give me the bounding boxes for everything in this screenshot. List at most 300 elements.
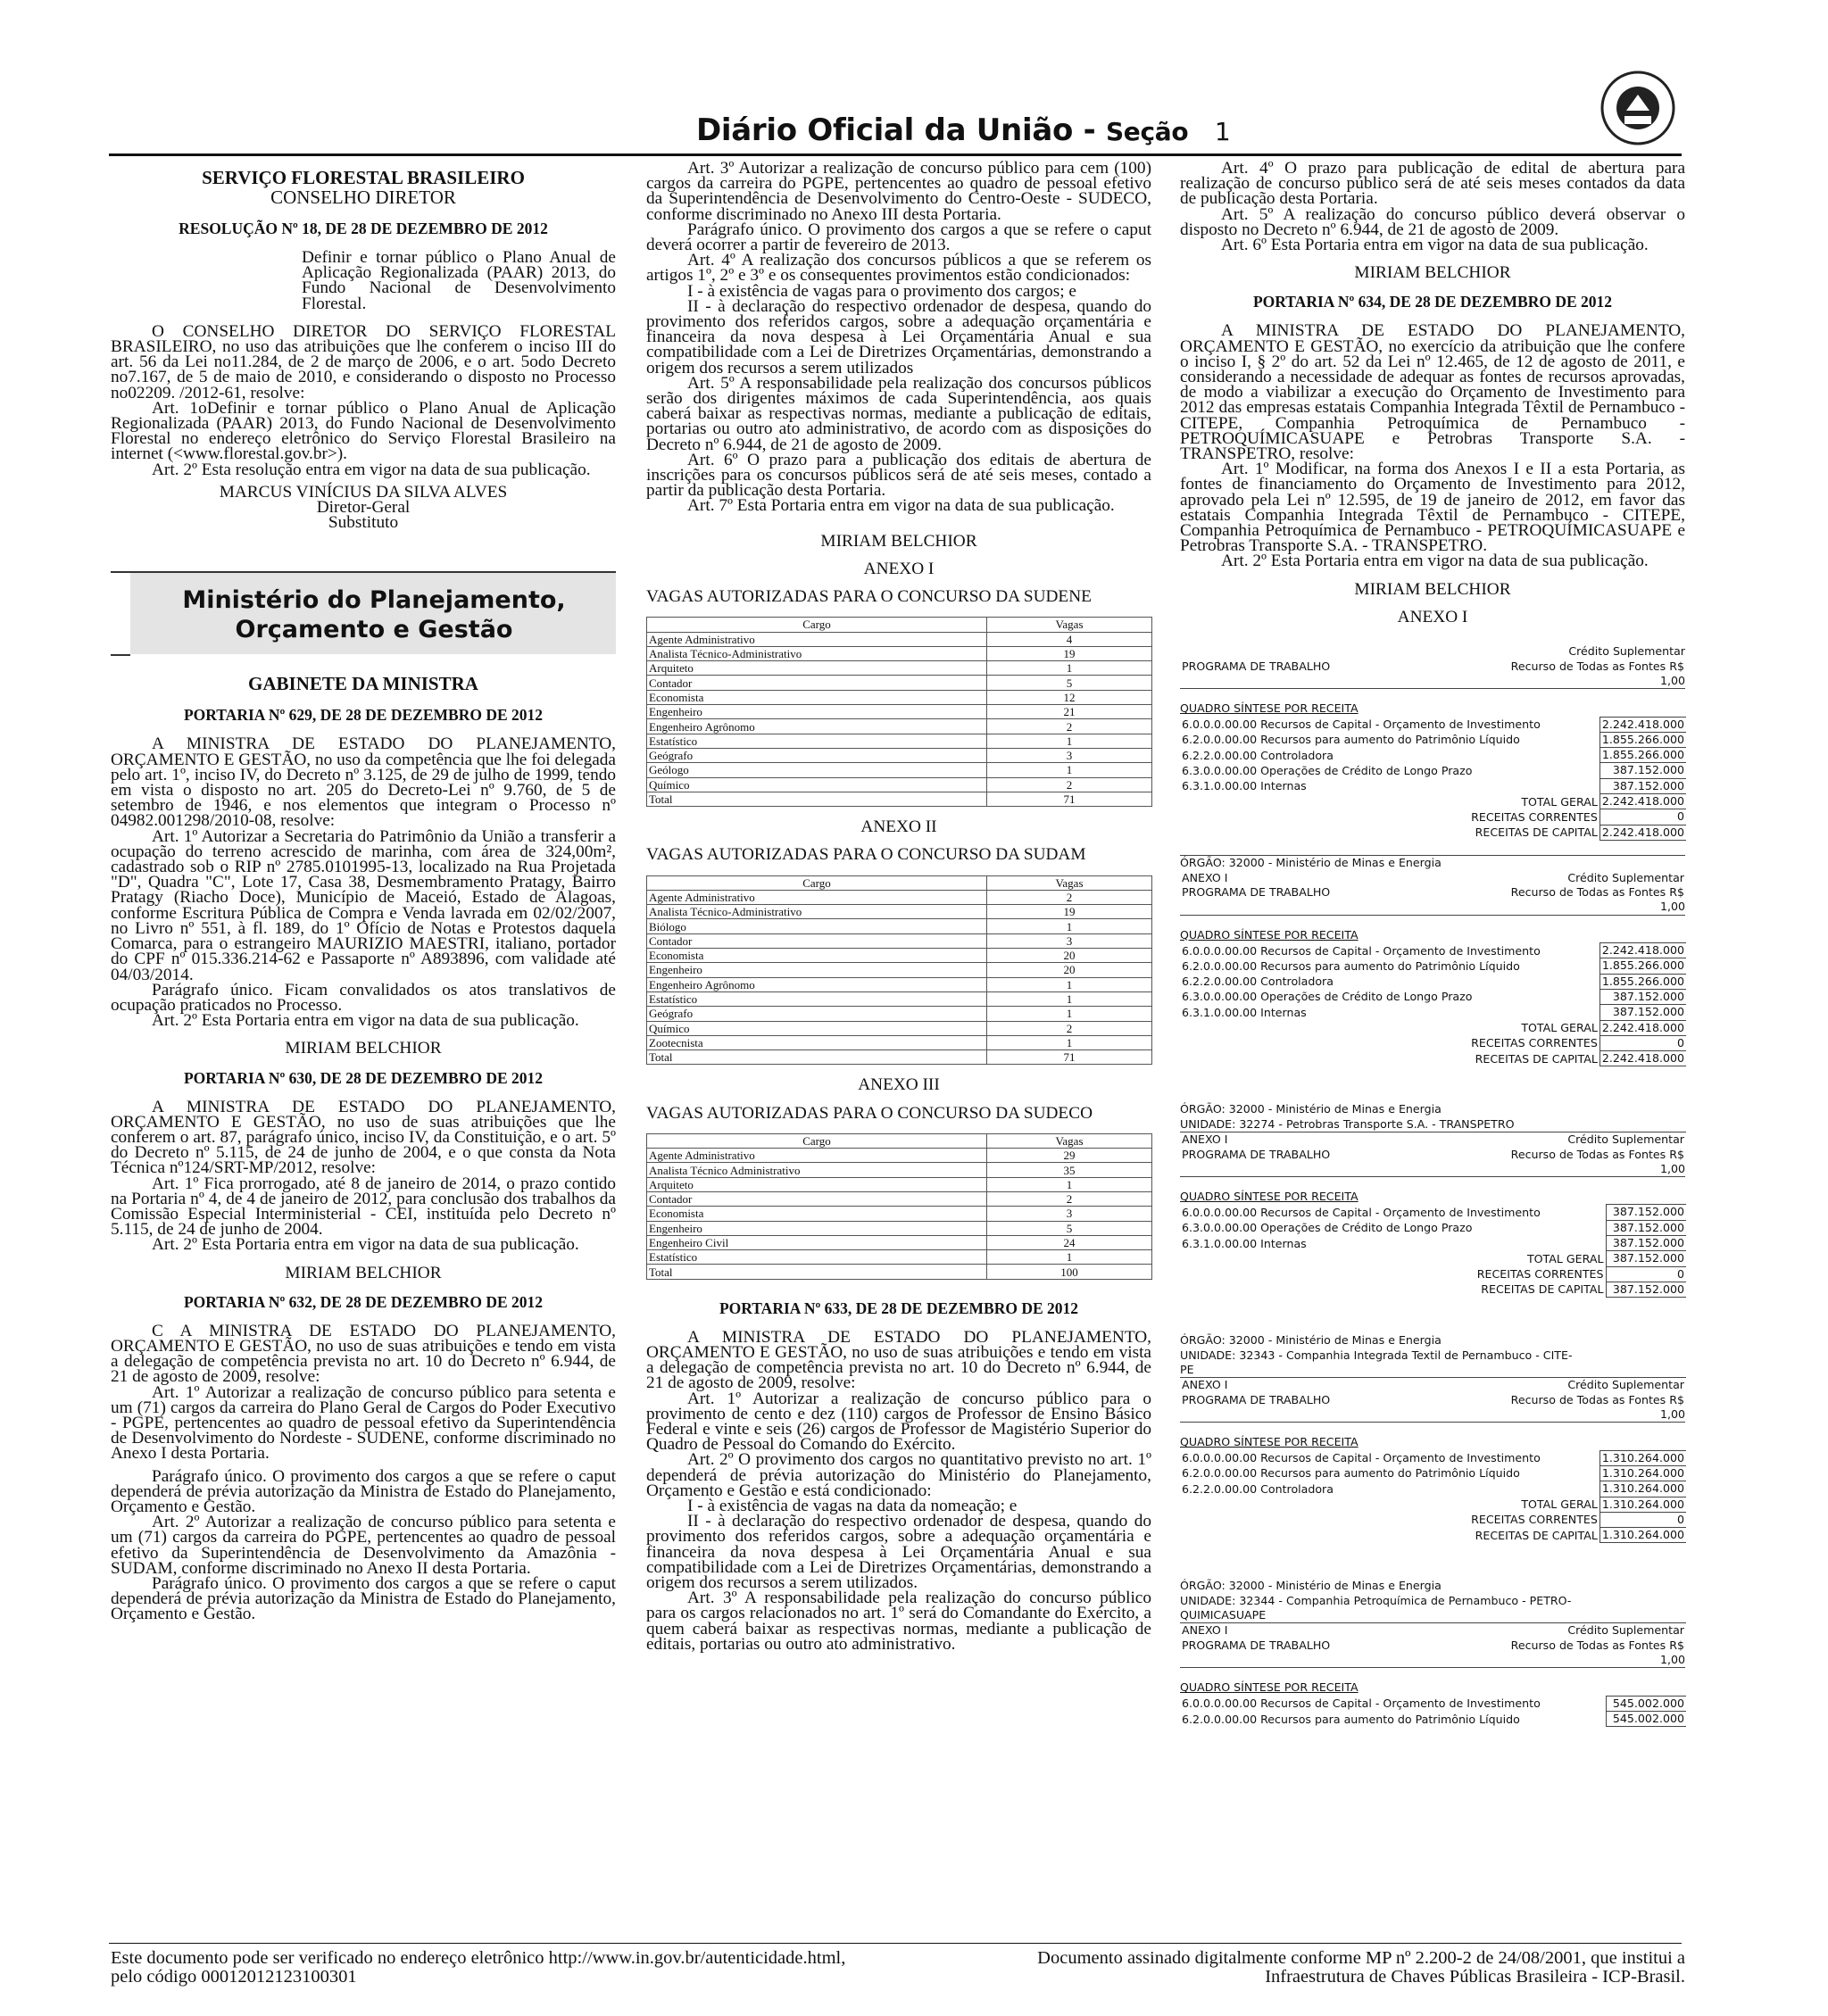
table-row (647, 1207, 1152, 1221)
table-row (647, 1050, 1152, 1065)
total-label: RECEITAS CORRENTES (1476, 1267, 1604, 1282)
total-value: 1.310.264.000 (1600, 1528, 1686, 1543)
vagas-cell: 71 (987, 1050, 1152, 1065)
total-row (1180, 809, 1686, 825)
receita-value: 2.242.418.000 (1600, 717, 1686, 732)
paragraph: Art. 3º Autorizar a realização de concurso público para cem (100) cargos da carreira do PGPE, pertencentes ao quadro de pessoal efetivo da Superintendência de Desenvolvimento do Centro-Oeste - SUDECO, conforme discriminado no Anexo III desta Portaria. (646, 159, 1151, 224)
total-value: 2.242.418.000 (1600, 825, 1686, 840)
anexo-title: VAGAS AUTORIZADAS PARA O CONCURSO DA SUDENE (646, 587, 1092, 607)
quadro-table (1180, 942, 1686, 1066)
vagas-cell: 1 (987, 991, 1152, 1006)
paragraph: Parágrafo único. Ficam convalidados os atos translativos de ocupação praticados no Processo. (111, 980, 616, 1015)
total-label: RECEITAS DE CAPITAL (1481, 1282, 1604, 1297)
vagas-cell: 35 (987, 1163, 1152, 1177)
table-row (647, 661, 1152, 676)
receita-label: 6.0.0.0.00.00 Recursos de Capital - Orçamento de Investimento (1182, 1451, 1541, 1465)
portaria-title: PORTARIA Nº 630, DE 28 DE DEZEMBRO DE 2012 (183, 1068, 544, 1087)
unidade-label: UNIDADE: 32343 - Companhia Integrada Textil de Pernambuco - CITE- (1180, 1348, 1573, 1362)
table-row (647, 777, 1152, 792)
vagas-cell: 1 (987, 919, 1152, 933)
total-label: RECEITAS CORRENTES (1471, 1513, 1598, 1527)
total-value: 387.152.000 (1606, 1251, 1686, 1266)
section-label: Seção (1105, 117, 1189, 146)
section-number: 1 (1214, 117, 1231, 146)
table-row (647, 905, 1152, 919)
table-row (1180, 1236, 1686, 1251)
vagas-cell: 1 (987, 661, 1152, 676)
portaria-title: PORTARIA Nº 634, DE 28 DE DEZEMBRO DE 2012 (1252, 293, 1613, 311)
footer-text: Documento assinado digitalmente conforme MP nº 2.200-2 de 24/08/2001, que institui a (1037, 1948, 1685, 1968)
table-row (647, 748, 1152, 762)
receita-value: 1.855.266.000 (1600, 732, 1686, 747)
page-header (696, 112, 1230, 148)
total-label: TOTAL GERAL (1521, 794, 1598, 809)
total-value: 2.242.418.000 (1600, 794, 1686, 809)
paragraph: Art. 4º A realização dos concursos públicos a que se referem os artigos 1º, 2º e 3º e os consequentes provimentos estão condicionados: (646, 251, 1151, 286)
table-header: Cargo (647, 1133, 987, 1148)
cargo-cell: Geógrafo (647, 748, 987, 762)
cargo-cell: Químico (647, 777, 987, 792)
unit-label: 1,00 (1180, 674, 1685, 689)
credito-label: Crédito Suplementar (1567, 1132, 1684, 1146)
vagas-cell: 3 (987, 933, 1152, 948)
total-row (1180, 1051, 1686, 1066)
total-row (1180, 1497, 1686, 1512)
table-header: Vagas (987, 618, 1152, 632)
total-row (1180, 825, 1686, 840)
vagas-cell: 20 (987, 949, 1152, 963)
vagas-cell: 5 (987, 1221, 1152, 1235)
total-row (1180, 1528, 1686, 1543)
cargo-cell: Agente Administrativo (647, 890, 987, 904)
table-row (1180, 1465, 1686, 1481)
total-value: 1.310.264.000 (1600, 1497, 1686, 1512)
table-header: Vagas (987, 1133, 1152, 1148)
paragraph: Parágrafo único. O provimento dos cargos a que se refere o caput dependerá de prévia autorização da Ministra de Estado do Planejamento, Orçamento e Gestão. (111, 1466, 616, 1516)
programa-label: PROGRAMA DE TRABALHO (1182, 885, 1331, 900)
vagas-cell: 2 (987, 1021, 1152, 1035)
quadro-table (1180, 1204, 1686, 1298)
cargo-cell: Químico (647, 1021, 987, 1035)
total-row (1180, 1266, 1686, 1282)
receita-label: 6.2.0.0.00.00 Recursos para aumento do Patrimônio Líquido (1182, 1712, 1520, 1726)
column-2 (646, 161, 1151, 1652)
total-label: RECEITAS DE CAPITAL (1475, 825, 1598, 840)
cargo-cell: Contador (647, 676, 987, 690)
table-row (1180, 1481, 1686, 1497)
paragraph: I - à existência de vagas na data da nomeação; e (687, 1497, 1018, 1516)
ministry-name: Orçamento e Gestão (235, 616, 513, 644)
credito-label: Crédito Suplementar (1567, 870, 1684, 884)
quadro-heading: QUADRO SÍNTESE POR RECEITA (1180, 1435, 1359, 1449)
receita-label: 6.2.2.0.00.00 Controladora (1182, 975, 1334, 989)
receita-value: 545.002.000 (1606, 1712, 1686, 1727)
cargo-cell: Engenheiro (647, 705, 987, 719)
total-row (1180, 1020, 1686, 1035)
vagas-cell: 1 (987, 1250, 1152, 1265)
unidade-label: QUIMICASUAPE (1180, 1608, 1267, 1622)
orgao-label: ÓRGÃO: 32000 - Ministério de Minas e Energia (1180, 1579, 1442, 1593)
vagas-cell: 4 (987, 632, 1152, 646)
table-row (1180, 1450, 1686, 1465)
table-row (647, 632, 1152, 646)
receita-value: 387.152.000 (1600, 778, 1686, 793)
ministry-name: Ministério do Planejamento, (182, 586, 566, 615)
paragraph: Art. 1º Modificar, na forma dos Anexos I e II a esta Portaria, as fontes de financiamento do Orçamento de Investimento para 2012, aprovado pela Lei nº 12.595, de 19 de janeiro de 2012, em favor das estatais Companhia Integrada Têxtil de Pernambuco - CITEPE, Companhia Petroquímica de Pernambuco - PETROQUÍMICASUAPE e Petrobras Transporte S.A. - TRANSPETRO. (1180, 460, 1685, 556)
resolution-ementa: Definir e tornar público o Plano Anual de Aplicação Regionalizada (PAAR) 2013, do Fundo Nacional de Desenvolvimento Florestal. (302, 248, 616, 313)
quadro-table (1180, 1696, 1686, 1728)
receita-label: 6.3.0.0.00.00 Operações de Crédito de Longo Prazo (1182, 763, 1473, 777)
cargo-cell: Zootecnista (647, 1035, 987, 1049)
vagas-cell: 1 (987, 1007, 1152, 1021)
receita-label: 6.3.1.0.00.00 Internas (1182, 1236, 1307, 1250)
receita-label: 6.2.0.0.00.00 Recursos para aumento do Patrimônio Líquido (1182, 958, 1520, 973)
table-row (1180, 989, 1686, 1004)
anexo-heading: ANEXO III (858, 1075, 940, 1095)
portaria-title: PORTARIA Nº 629, DE 28 DE DEZEMBRO DE 2012 (183, 706, 544, 725)
total-value: 0 (1600, 1035, 1686, 1050)
total-label: RECEITAS CORRENTES (1471, 809, 1598, 824)
cargo-cell: Contador (647, 933, 987, 948)
paragraph: I - à existência de vagas para o provimento dos cargos; e (687, 281, 1076, 301)
paragraph: Art. 1oDefinir e tornar público o Plano Anual de Aplicação Regionalizada (PAAR) 2013, do Fundo Nacional de Desenvolvimento Florestal no endereço eletrônico do Serviço Florestal Brasileiro na internet (<www.florestal.gov.br>). (111, 398, 616, 464)
orgao-label: ÓRGÃO: 32000 - Ministério de Minas e Energia (1180, 1333, 1442, 1348)
total-label: TOTAL GERAL (1521, 1497, 1598, 1512)
cargo-cell: Engenheiro Civil (647, 1235, 987, 1249)
paragraph: Art. 2º Esta resolução entra em vigor na data de sua publicação. (152, 460, 591, 479)
vagas-cell: 24 (987, 1235, 1152, 1249)
signature-name: MIRIAM BELCHIOR (285, 1039, 442, 1058)
footer-left (111, 1949, 845, 1987)
programa-label: PROGRAMA DE TRABALHO (1182, 1638, 1331, 1652)
table-row (647, 1250, 1152, 1265)
table-row (647, 1221, 1152, 1235)
receita-label: 6.2.2.0.00.00 Controladora (1182, 1481, 1334, 1496)
vagas-cell: 3 (987, 1207, 1152, 1221)
total-row (1180, 1282, 1686, 1297)
paragraph: A MINISTRA DE ESTADO DO PLANEJAMENTO, ORÇAMENTO E GESTÃO, no exercício da atribuição que lhe confere o inciso I, § 2º do art. 52 da Lei nº 12.465, de 12 de agosto de 2011, e considerando a necessidade de adequar as fontes de recursos aprovadas, de modo a viabilizar a execução do Orçamento de Investimento para 2012 das empresas estatais Companhia Integrada Têxtil de Pernambuco - CITEPE, Companhia Petroquímica de Pernambuco - PETROQUÍMICASUAPE e Petrobras Transporte S.A. - TRANSPETRO, resolve: (1180, 321, 1685, 464)
receita-value: 1.310.264.000 (1600, 1450, 1686, 1465)
receita-value: 2.242.418.000 (1600, 943, 1686, 958)
total-label: RECEITAS DE CAPITAL (1475, 1051, 1598, 1066)
column-1 (111, 161, 616, 1622)
table-row (1180, 958, 1686, 974)
vagas-cell: 19 (987, 905, 1152, 919)
vagas-cell: 21 (987, 705, 1152, 719)
cargo-cell: Engenheiro (647, 963, 987, 977)
table-row (1180, 1005, 1686, 1020)
unit-label: 1,00 (1180, 1162, 1685, 1177)
table-row (647, 1163, 1152, 1177)
total-row (1180, 1035, 1686, 1050)
vagas-cell: 20 (987, 963, 1152, 977)
vagas-cell: 1 (987, 977, 1152, 991)
cargo-cell: Total (647, 792, 987, 806)
table-row (1180, 732, 1686, 747)
total-label: TOTAL GERAL (1521, 1021, 1598, 1034)
receita-label: 6.2.0.0.00.00 Recursos para aumento do Patrimônio Líquido (1182, 1466, 1520, 1481)
table-row (1180, 778, 1686, 793)
paragraph: Parágrafo único. O provimento dos cargos a que se refere o caput dependerá de prévia autorização da Ministra de Estado do Planejamento, Orçamento e Gestão. (111, 1574, 616, 1624)
credito-label: Crédito Suplementar (1567, 1623, 1684, 1638)
vagas-table-sudene (646, 617, 1152, 807)
table-row (1180, 763, 1686, 778)
section-heading: GABINETE DA MINISTRA (248, 673, 478, 695)
paragraph: Art. 2º Autorizar a realização de concurso público para setenta e um (71) cargos da carreira do PGPE, pertencentes ao quadro de pessoal efetivo da Superintendência de Desenvolvimento da Amazônia - SUDAM, conforme discriminado no Anexo II desta Portaria. (111, 1513, 616, 1578)
vagas-table-sudam (646, 875, 1152, 1066)
cargo-cell: Contador (647, 1192, 987, 1207)
resolution-title: RESOLUÇÃO Nº 18, DE 28 DE DEZEMBRO DE 2012 (179, 220, 548, 237)
paragraph: Art. 1º Autorizar a realização de concurso público para setenta e um (71) cargos da carreira do Plano Geral de Cargos do Poder Executivo - PGPE, pertencentes ao quadro de pessoal efetivo da Superintendência de Desenvolvimento do Nordeste - SUDENE, conforme discriminado no Anexo I desta Portaria. (111, 1382, 616, 1464)
paragraph: Art. 3º A responsabilidade pela realização do concurso público para os cargos relacionados no art. 1º será do Comandante do Exército, a quem caberá baixar as respectivas normas, mediante a publicação de editais, portarias ou outro ato administrativo. (646, 1589, 1151, 1654)
cargo-cell: Engenheiro Agrônomo (647, 977, 987, 991)
orgao-label: ÓRGÃO: 32000 - Ministério de Minas e Energia (1180, 855, 1685, 870)
cargo-cell: Geólogo (647, 763, 987, 777)
quadro-heading: QUADRO SÍNTESE POR RECEITA (1180, 1680, 1359, 1695)
paragraph: A MINISTRA DE ESTADO DO PLANEJAMENTO, ORÇAMENTO E GESTÃO, no uso da competência que lhe foi delegada pelo art. 1º, inciso IV, do Decreto nº 3.125, de 29 de julho de 1999, tendo em vista o disposto no art. 205 do Decreto-Lei nº 9.760, de 5 de setembro de 1946, e nos elementos que integram o Processo nº 04982.001298/2010-08, resolve: (111, 734, 616, 831)
table-row (647, 949, 1152, 963)
cargo-cell: Analista Técnico Administrativo (647, 1163, 987, 1177)
anexo-heading: ANEXO II (860, 817, 937, 837)
receita-label: 6.3.1.0.00.00 Internas (1182, 779, 1307, 793)
table-row (647, 1265, 1152, 1279)
paragraph: Parágrafo único. O provimento dos cargos a que se refere o caput deverá ocorrer a partir de fevereiro de 2013. (646, 220, 1151, 255)
paragraph: Art. 2º O provimento dos cargos no quantitativo previsto no art. 1º dependerá de prévia autorização do Ministério do Planejamento, Orçamento e Gestão e está condicionado: (646, 1450, 1151, 1500)
receita-value: 545.002.000 (1606, 1696, 1686, 1711)
vagas-cell: 2 (987, 1192, 1152, 1207)
vagas-table-sudeco (646, 1133, 1152, 1280)
receita-value: 1.855.266.000 (1600, 974, 1686, 989)
table-row (1180, 974, 1686, 989)
cargo-cell: Agente Administrativo (647, 1149, 987, 1163)
receita-value: 1.310.264.000 (1600, 1481, 1686, 1497)
vagas-cell: 1 (987, 1035, 1152, 1049)
anexo-heading: ANEXO I (863, 559, 935, 578)
paragraph: II - à declaração do respectivo ordenador de despesa, quando do provimento dos referidos cargos, sobre a adequação orçamentária e financeira da nova despesa à Lei Orçamentária Anual e sua compatibilidade com a Lei de Diretrizes Orçamentárias, demonstrando a origem dos recursos a serem utilizados (646, 296, 1151, 377)
table-row (1180, 1220, 1686, 1235)
cargo-cell: Arquiteto (647, 661, 987, 676)
table-row (647, 763, 1152, 777)
table-row (1180, 1205, 1686, 1220)
receita-value: 1.310.264.000 (1600, 1465, 1686, 1481)
anexo-title: VAGAS AUTORIZADAS PARA O CONCURSO DA SUDAM (646, 845, 1086, 865)
cargo-cell: Analista Técnico-Administrativo (647, 646, 987, 660)
cargo-cell: Arquiteto (647, 1177, 987, 1191)
total-value: 2.242.418.000 (1600, 1051, 1686, 1066)
paragraph: Art. 4º O prazo para publicação de edital de abertura para realização de concurso público será de até seis meses contados da data de publicação desta Portaria. (1180, 159, 1685, 209)
table-row (1180, 1696, 1686, 1711)
recurso-label: Recurso de Todas as Fontes R$ (1510, 659, 1684, 673)
cargo-cell: Economista (647, 949, 987, 963)
paragraph: Art. 5º A realização do concurso público deverá observar o disposto no Decreto nº 6.944, de 21 de agosto de 2009. (1180, 204, 1685, 239)
anexo-title: VAGAS AUTORIZADAS PARA O CONCURSO DA SUDECO (646, 1103, 1093, 1123)
recurso-label: Recurso de Todas as Fontes R$ (1510, 885, 1684, 900)
cargo-cell: Engenheiro (647, 1221, 987, 1235)
table-row (647, 705, 1152, 719)
receita-label: 6.0.0.0.00.00 Recursos de Capital - Orçamento de Investimento (1182, 943, 1541, 958)
receita-value: 387.152.000 (1606, 1205, 1686, 1220)
receita-value: 1.855.266.000 (1600, 748, 1686, 763)
portaria-title: PORTARIA Nº 632, DE 28 DE DEZEMBRO DE 2012 (183, 1292, 544, 1311)
cargo-cell: Economista (647, 690, 987, 704)
signature-name: MIRIAM BELCHIOR (285, 1263, 442, 1282)
unidade-label: PE (1180, 1362, 1194, 1376)
paragraph: Art. 1º Fica prorrogado, até 8 de janeiro de 2014, o prazo contido na Portaria nº 4, de 4 de janeiro de 2012, para conclusão dos trabalhos da Comissão Especial Interministerial - CEI, instituída pelo Decreto nº 5.115, de 24 de junho de 2004. (111, 1174, 616, 1240)
cargo-cell: Agente Administrativo (647, 632, 987, 646)
table-row (647, 1149, 1152, 1163)
receita-label: 6.3.0.0.00.00 Operações de Crédito de Longo Prazo (1182, 1221, 1473, 1235)
table-row (647, 1021, 1152, 1035)
total-value: 0 (1600, 809, 1686, 825)
paragraph: A MINISTRA DE ESTADO DO PLANEJAMENTO, ORÇAMENTO E GESTÃO, no uso de suas atribuições e tendo em vista a delegação de competência prevista no art. 10 do Decreto nº 6.944, de 21 de agosto de 2009, resolve: (646, 1327, 1151, 1393)
receita-value: 387.152.000 (1600, 1005, 1686, 1020)
total-value: 387.152.000 (1606, 1282, 1686, 1297)
table-row (647, 719, 1152, 734)
total-row (1180, 1512, 1686, 1527)
anexo-heading: ANEXO I (1397, 607, 1468, 626)
receita-value: 387.152.000 (1600, 989, 1686, 1004)
table-row (647, 1192, 1152, 1207)
total-row (1180, 1251, 1686, 1266)
recurso-label: Recurso de Todas as Fontes R$ (1510, 1638, 1684, 1652)
footer-right (1037, 1949, 1685, 1987)
quadro-heading: QUADRO SÍNTESE POR RECEITA (1180, 701, 1359, 716)
table-row (647, 919, 1152, 933)
table-row (647, 890, 1152, 904)
footer-rule (109, 1943, 1682, 1944)
paragraph: II - à declaração do respectivo ordenador de despesa, quando do provimento dos referidos cargos, sobre a adequação orçamentária e financeira da nova despesa à Lei Orçamentária Anual e sua compatibilidade com a Lei de Diretrizes Orçamentárias, demonstrando a origem dos recursos a serem utilizados. (646, 1512, 1151, 1593)
signature-name: MIRIAM BELCHIOR (1354, 579, 1511, 599)
table-row (1180, 717, 1686, 732)
anexo-label: ANEXO I (1182, 1623, 1228, 1638)
vagas-cell: 100 (987, 1265, 1152, 1279)
receita-label: 6.3.1.0.00.00 Internas (1182, 1005, 1307, 1019)
paragraph: Art. 1º Autorizar a realização de concurso público para o provimento de cento e dez (110) cargos de Professor de Ensino Básico Federal e vinte e seis (26) cargos de Professor de Magistério Superior do Quadro de Pessoal do Comando do Exército. (646, 1389, 1151, 1455)
anexo-label: ANEXO I (1182, 1132, 1228, 1146)
paragraph: O CONSELHO DIRETOR DO SERVIÇO FLORESTAL BRASILEIRO, no uso das atribuições que lhe conferem o inciso III do art. 56 da Lei no11.284, de 2 de março de 2006, e o art. 5odo Decreto no7.167, de 5 de maio de 2010, e considerando o disposto no Processo no02209. /2012-61, resolve: (111, 321, 616, 402)
total-label: RECEITAS DE CAPITAL (1475, 1528, 1598, 1542)
table-row (647, 792, 1152, 806)
receita-label: 6.2.2.0.00.00 Controladora (1182, 748, 1334, 762)
unit-label: 1,00 (1180, 900, 1685, 915)
header-separator: - (1083, 112, 1096, 148)
journal-title: Diário Oficial da União (696, 112, 1074, 148)
vagas-cell: 2 (987, 890, 1152, 904)
total-value: 0 (1600, 1512, 1686, 1527)
table-header: Cargo (647, 875, 987, 890)
paragraph: C A MINISTRA DE ESTADO DO PLANEJAMENTO, ORÇAMENTO E GESTÃO, no uso de suas atribuições e tendo em vista a delegação de competência prevista no art. 10 do Decreto nº 6.944, de 21 de agosto de 2009, resolve: (111, 1321, 616, 1387)
paragraph: A MINISTRA DE ESTADO DO PLANEJAMENTO, ORÇAMENTO E GESTÃO, no uso de suas atribuições que lhe conferem o art. 87, parágrafo único, inciso IV, da Constituição, e o art. 5º do Decreto nº 5.115, de 24 de junho de 2004, e o que consta da Nota Técnica nº124/SRT-MP/2012, resolve: (111, 1097, 616, 1178)
anexo-label: ANEXO I (1182, 1378, 1228, 1392)
vagas-cell: 2 (987, 777, 1152, 792)
header-rule (109, 153, 1682, 156)
vagas-cell: 1 (987, 734, 1152, 748)
table-header: Vagas (987, 875, 1152, 890)
signature-name: MARCUS VINÍCIUS DA SILVA ALVES (219, 482, 508, 502)
table-row (647, 646, 1152, 660)
signature-role: Diretor-Geral (316, 498, 411, 518)
quadro-heading: QUADRO SÍNTESE POR RECEITA (1180, 927, 1359, 942)
cargo-cell: Engenheiro Agrônomo (647, 719, 987, 734)
unit-label: 1,00 (1180, 1653, 1685, 1668)
table-row (647, 991, 1152, 1006)
table-row (1180, 748, 1686, 763)
quadro-table (1180, 1450, 1686, 1544)
table-row (647, 690, 1152, 704)
receita-value: 387.152.000 (1606, 1236, 1686, 1251)
imprensa-nacional-seal-icon (1600, 70, 1676, 146)
receita-label: 6.0.0.0.00.00 Recursos de Capital - Orçamento de Investimento (1182, 1205, 1541, 1219)
receita-value: 1.855.266.000 (1600, 958, 1686, 974)
table-row (647, 1235, 1152, 1249)
table-row (647, 676, 1152, 690)
paragraph: Art. 6º O prazo para a publicação dos editais de abertura de inscrições para os concursos públicos será de até seis meses, contado a partir da publicação desta Portaria. (646, 450, 1151, 501)
vagas-cell: 5 (987, 676, 1152, 690)
programa-label: PROGRAMA DE TRABALHO (1182, 1392, 1331, 1406)
total-label: TOTAL GERAL (1526, 1251, 1604, 1265)
cargo-cell: Estatístico (647, 734, 987, 748)
anexo-label: ANEXO I (1182, 870, 1228, 884)
total-row (1180, 794, 1686, 809)
unit-label: 1,00 (1180, 1407, 1685, 1423)
table-row (647, 933, 1152, 948)
vagas-cell: 1 (987, 763, 1152, 777)
table-row (647, 1007, 1152, 1021)
recurso-label: Recurso de Todas as Fontes R$ (1510, 1147, 1684, 1161)
programa-label: PROGRAMA DE TRABALHO (1182, 659, 1331, 673)
recurso-label: Recurso de Todas as Fontes R$ (1510, 1392, 1684, 1406)
unidade-label: UNIDADE: 32344 - Companhia Petroquímica de Pernambuco - PETRO- (1180, 1593, 1572, 1607)
org-subtitle: CONSELHO DIRETOR (270, 187, 456, 208)
paragraph: Art. 2º Esta Portaria entra em vigor na data de sua publicação. (152, 1011, 579, 1031)
ministry-banner (111, 571, 616, 654)
cargo-cell: Total (647, 1050, 987, 1065)
total-value: 0 (1606, 1266, 1686, 1282)
cargo-cell: Economista (647, 1207, 987, 1221)
table-row (1180, 943, 1686, 958)
table-header: Cargo (647, 618, 987, 632)
table-row (647, 963, 1152, 977)
receita-label: 6.0.0.0.00.00 Recursos de Capital - Orçamento de Investimento (1182, 1697, 1541, 1711)
vagas-cell: 1 (987, 1177, 1152, 1191)
paragraph: Art. 7º Esta Portaria entra em vigor na data de sua publicação. (687, 496, 1115, 516)
table-row (647, 1035, 1152, 1049)
paragraph: Art. 5º A responsabilidade pela realização dos concursos públicos serão dos dirigentes máximos de cada Superintendência, aos quais caberá baixar as respectivas normas, mediante a publicação de editais, portarias ou outro ato administrativo, de acordo com as disposições do Decreto nº 6.944, de 21 de agosto de 2009. (646, 373, 1151, 454)
vagas-cell: 71 (987, 792, 1152, 806)
paragraph: Art. 2º Esta Portaria entra em vigor na data de sua publicação. (152, 1235, 579, 1255)
vagas-cell: 29 (987, 1149, 1152, 1163)
receita-label: 6.2.0.0.00.00 Recursos para aumento do Patrimônio Líquido (1182, 733, 1520, 747)
receita-label: 6.0.0.0.00.00 Recursos de Capital - Orçamento de Investimento (1182, 718, 1541, 732)
paragraph: Art. 1º Autorizar a Secretaria do Patrimônio da União a transferir a ocupação do terreno acrescido de marinha, com área de 324,00m², cadastrado sob o RIP nº 2785.0101995-13, localizado na Rua Projetada "D", Quadra "C", Lote 17, Casa 38, Desmembramento Pratagy, Bairro Pratagy (Riacho Doce), Município de Maceió, Estado de Alagoas, conforme Escritura Pública de Compra e Venda lavrada em 02/02/2007, no Livro nº 551, à fl. 189, do 1º Ofício de Notas e Protestos daquela Comarca, para o estrangeiro MAURIZIO MAESTRI, italiano, portador do CPF nº 015.336.214-62 e Passaporte nº A893896, com validade até 04/03/2014. (111, 826, 616, 984)
credito-label: Crédito Suplementar (1568, 644, 1685, 659)
vagas-cell: 3 (987, 748, 1152, 762)
portaria-title: PORTARIA Nº 633, DE 28 DE DEZEMBRO DE 2012 (719, 1298, 1079, 1317)
vagas-cell: 2 (987, 719, 1152, 734)
orgao-label: ÓRGÃO: 32000 - Ministério de Minas e Energia (1180, 1102, 1442, 1116)
cargo-cell: Total (647, 1265, 987, 1279)
cargo-cell: Estatístico (647, 1250, 987, 1265)
quadro-table (1180, 717, 1686, 841)
financial-annex (1180, 644, 1685, 1727)
column-3 (1180, 161, 1685, 1727)
unidade-label: UNIDADE: 32274 - Petrobras Transporte S.A. - TRANSPETRO (1180, 1116, 1515, 1131)
receita-value: 387.152.000 (1600, 763, 1686, 778)
signature-name: MIRIAM BELCHIOR (820, 531, 977, 551)
org-title: SERVIÇO FLORESTAL BRASILEIRO (202, 167, 525, 188)
vagas-cell: 12 (987, 690, 1152, 704)
paragraph: Art. 6º Esta Portaria entra em vigor na data de sua publicação. (1221, 236, 1649, 255)
